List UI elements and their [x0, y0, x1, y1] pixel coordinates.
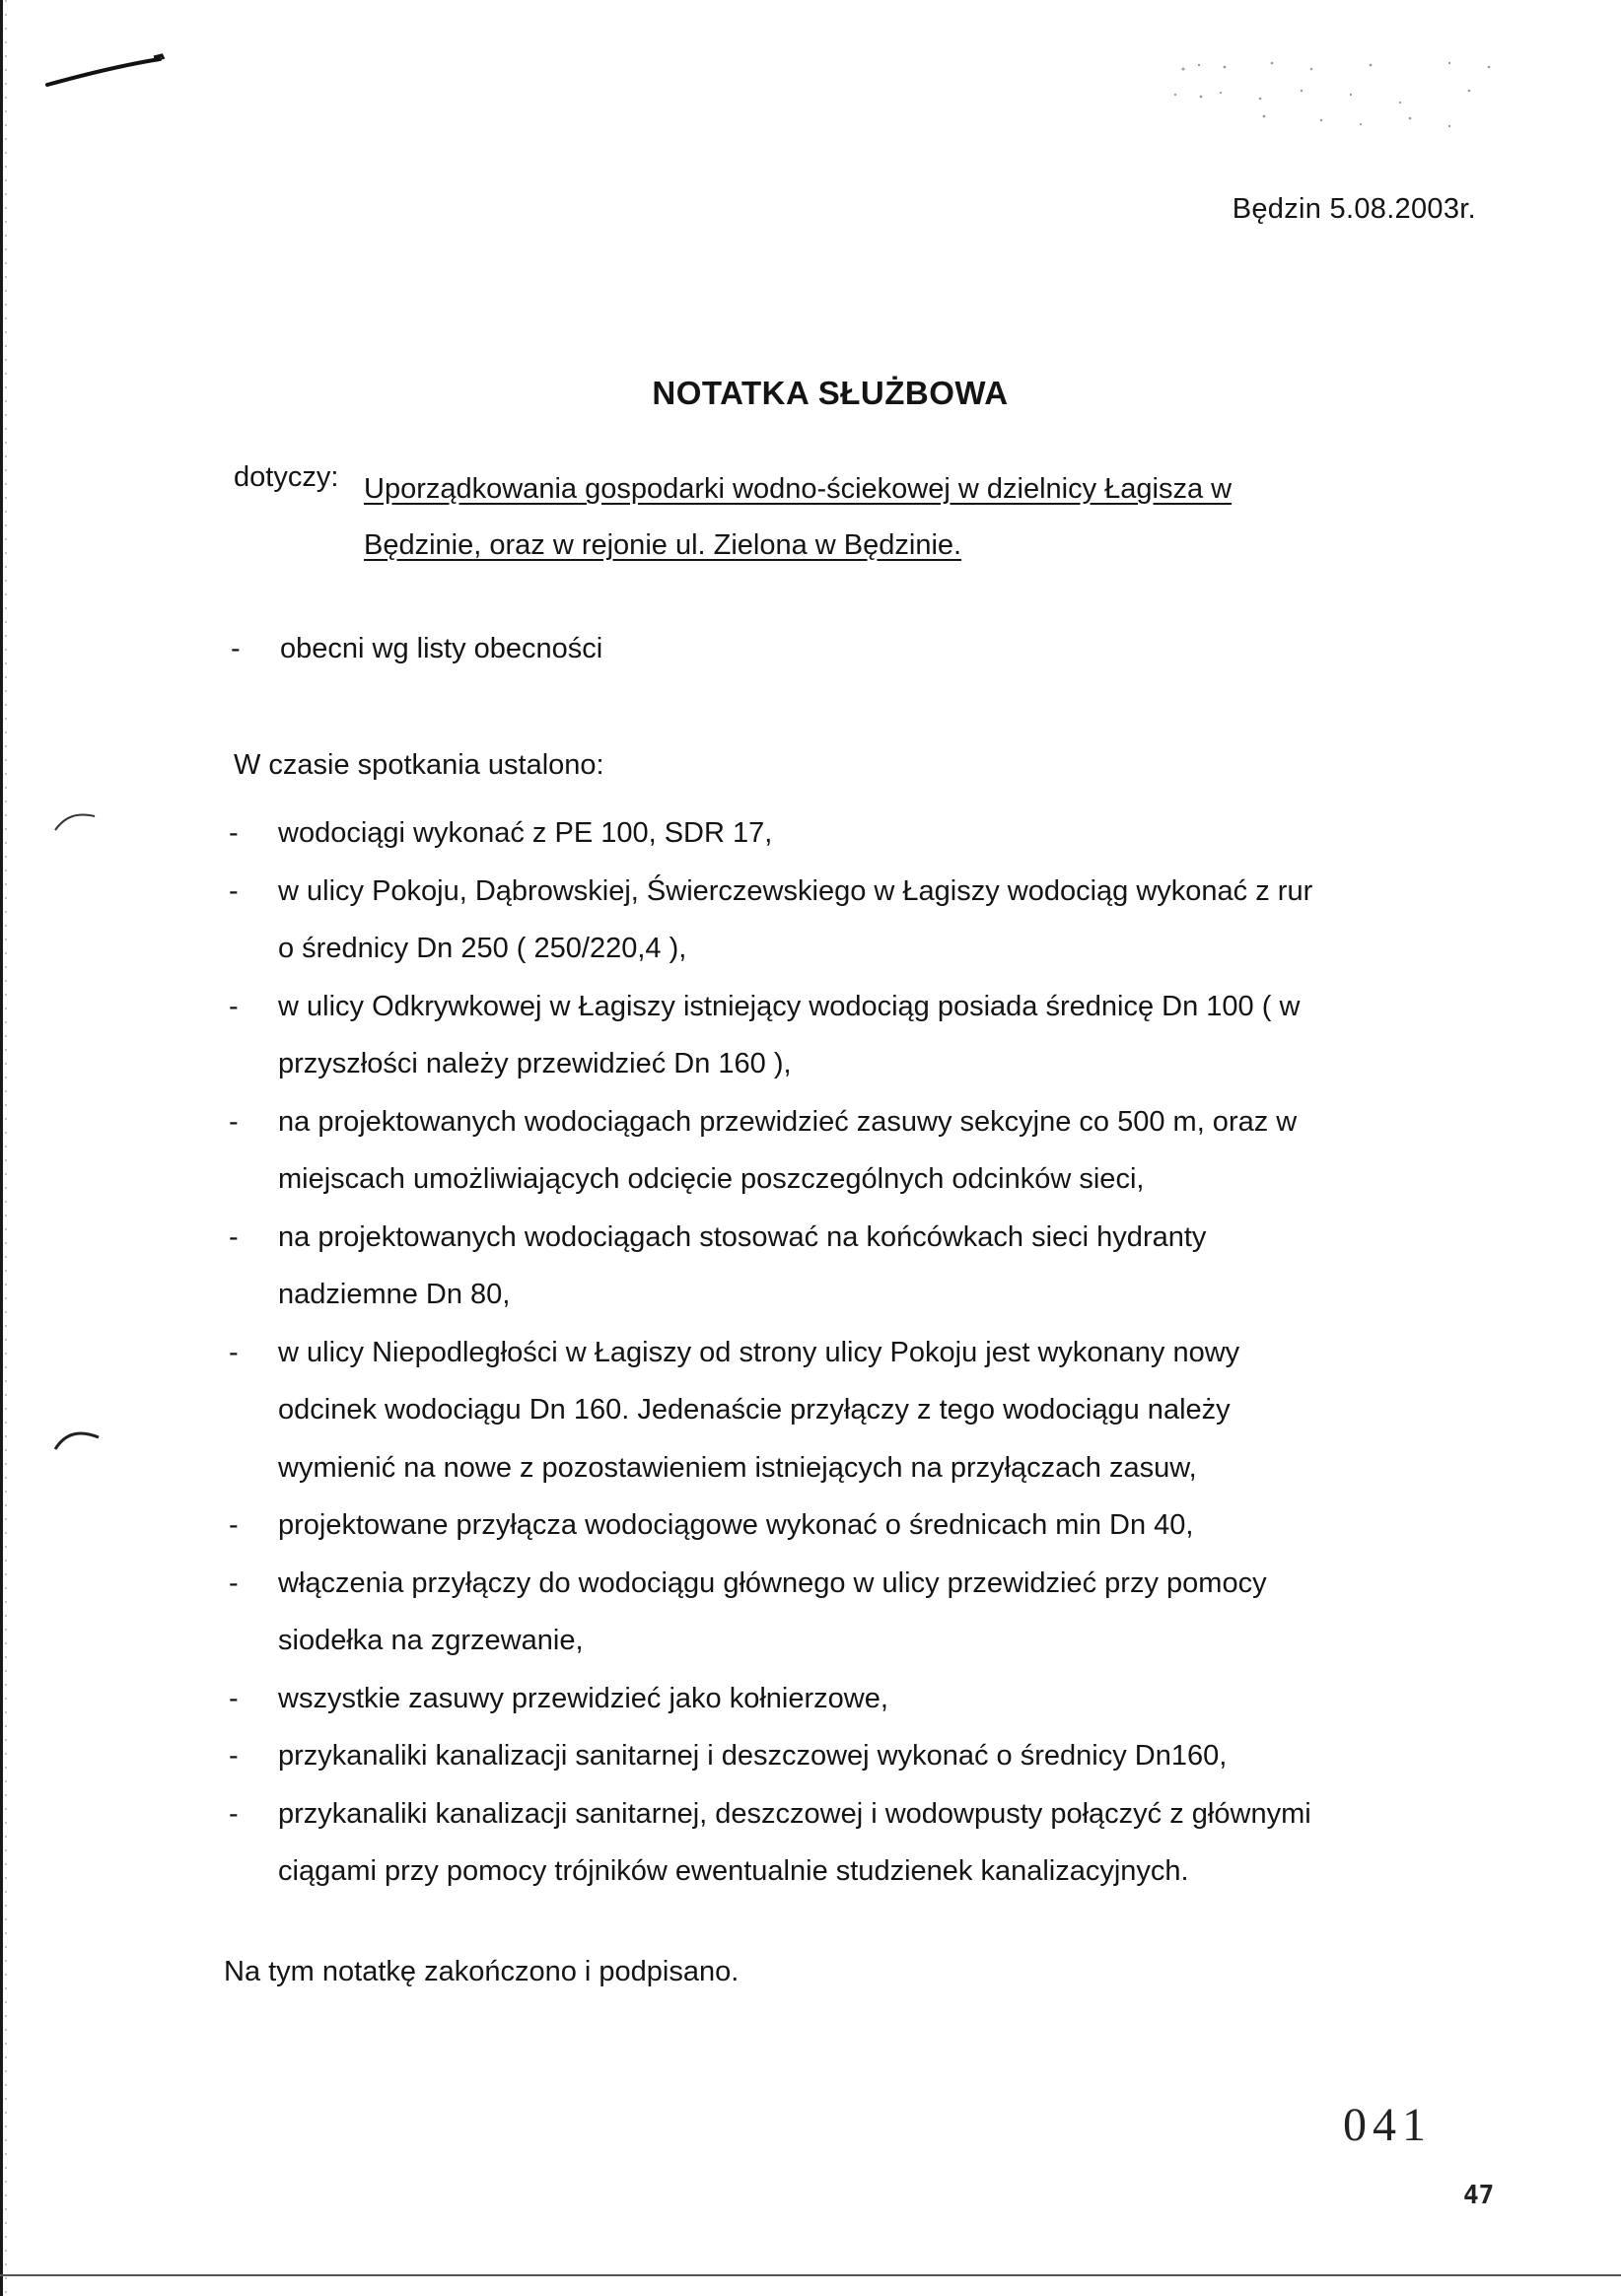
list-item-line: w ulicy Odkrywkowej w Łagiszy istniejący wodociąg posiada średnicę Dn 100 ( w — [278, 990, 1301, 1022]
hole-punch-mark — [51, 1426, 110, 1455]
scan-bottom-edge — [0, 2274, 1621, 2276]
list-item — [229, 804, 1511, 863]
list-item — [229, 1496, 1511, 1555]
hole-punch-mark — [51, 806, 110, 836]
bullet-dash: - — [229, 1105, 239, 1138]
bullet-dash: - — [229, 1682, 239, 1714]
bullet-dash: - — [229, 1797, 239, 1830]
scan-edge-dots — [5, 0, 7, 2296]
subject-label: dotyczy: — [234, 461, 339, 493]
closing-sentence: Na tym notatkę zakończono i podpisano. — [224, 1956, 740, 1987]
subject-line-1: Uporządkowania gospodarki wodno-ściekowej w dzielnicy Łagisza w — [364, 473, 1233, 505]
list-item — [229, 1555, 1511, 1670]
list-item-line: wszystkie zasuwy przewidzieć jako kołnierzowe, — [278, 1682, 888, 1714]
list-item — [229, 1093, 1511, 1209]
subject-text — [364, 461, 1379, 574]
list-item-line: na projektowanych wodociągach przewidzieć zasuwy sekcyjne co 500 m, oraz w — [278, 1105, 1298, 1138]
list-item — [229, 1670, 1511, 1728]
bullet-dash: - — [229, 1509, 239, 1541]
list-item-line: w ulicy Pokoju, Dąbrowskiej, Świerczewskiego w Łagiszy wodociąg wykonać z rur — [278, 874, 1313, 907]
list-item-line: przykanaliki kanalizacji sanitarnej, deszczowej i wodowpusty połączyć z głównymi — [278, 1797, 1311, 1830]
bullet-dash: - — [229, 817, 239, 849]
attendance-line — [231, 633, 602, 665]
document-date: Będzin 5.08.2003r. — [1232, 193, 1476, 225]
bullet-dash: - — [231, 633, 241, 664]
list-item-line: wodociągi wykonać z PE 100, SDR 17, — [278, 817, 773, 849]
subject-line-2: Będzinie, oraz w rejonie ul. Zielona w Będzinie. — [364, 529, 962, 561]
findings-intro: W czasie spotkania ustalono: — [234, 749, 604, 781]
scan-left-edge — [0, 0, 3, 2296]
bullet-dash: - — [229, 990, 239, 1022]
pen-stroke-mark — [43, 51, 172, 91]
stamped-sheet-number: 041 — [1343, 2099, 1432, 2151]
findings-list — [229, 804, 1511, 1901]
scan-noise-dots — [1154, 55, 1509, 144]
list-item — [229, 1324, 1511, 1497]
list-item-line: ciągami przy pomocy trójników ewentualnie studzienek kanalizacyjnych. — [278, 1855, 1189, 1887]
handwritten-page-number: 47 — [1463, 2181, 1495, 2210]
list-item-line: w ulicy Niepodległości w Łagiszy od strony ulicy Pokoju jest wykonany nowy — [278, 1336, 1240, 1368]
list-item-line: siodełka na zgrzewanie, — [278, 1625, 584, 1656]
list-item-line: na projektowanych wodociągach stosować na końcówkach sieci hydranty — [278, 1220, 1207, 1253]
document-title: NOTATKA SŁUŻBOWA — [652, 375, 1009, 411]
list-item-line: projektowane przyłącza wodociągowe wykonać o średnicach min Dn 40, — [278, 1509, 1194, 1541]
list-item — [229, 1785, 1511, 1901]
list-item — [229, 1209, 1511, 1324]
bullet-dash: - — [229, 874, 239, 907]
bullet-dash: - — [229, 1336, 239, 1368]
list-item — [229, 978, 1511, 1093]
list-item-line: przyszłości należy przewidzieć Dn 160 ), — [278, 1048, 792, 1079]
list-item — [229, 863, 1511, 978]
list-item-line: nadziemne Dn 80, — [278, 1279, 511, 1310]
list-item-line: wymienić na nowe z pozostawieniem istniejących na przyłączach zasuw, — [278, 1451, 1197, 1484]
bullet-dash: - — [229, 1220, 239, 1253]
bullet-dash: - — [229, 1740, 239, 1772]
attendance-text: obecni wg listy obecności — [280, 633, 603, 664]
list-item-line: włączenia przyłączy do wodociągu głównego w ulicy przewidzieć przy pomocy — [278, 1566, 1267, 1599]
bullet-dash: - — [229, 1566, 239, 1599]
list-item-line: o średnicy Dn 250 ( 250/220,4 ), — [278, 933, 687, 964]
list-item-line: odcinek wodociągu Dn 160. Jedenaście przyłączy z tego wodociągu należy — [278, 1394, 1231, 1426]
list-item-line: miejscach umożliwiających odcięcie poszczególnych odcinków sieci, — [278, 1163, 1145, 1195]
list-item — [229, 1727, 1511, 1785]
list-item-line: przykanaliki kanalizacji sanitarnej i deszczowej wykonać o średnicy Dn160, — [278, 1740, 1228, 1772]
